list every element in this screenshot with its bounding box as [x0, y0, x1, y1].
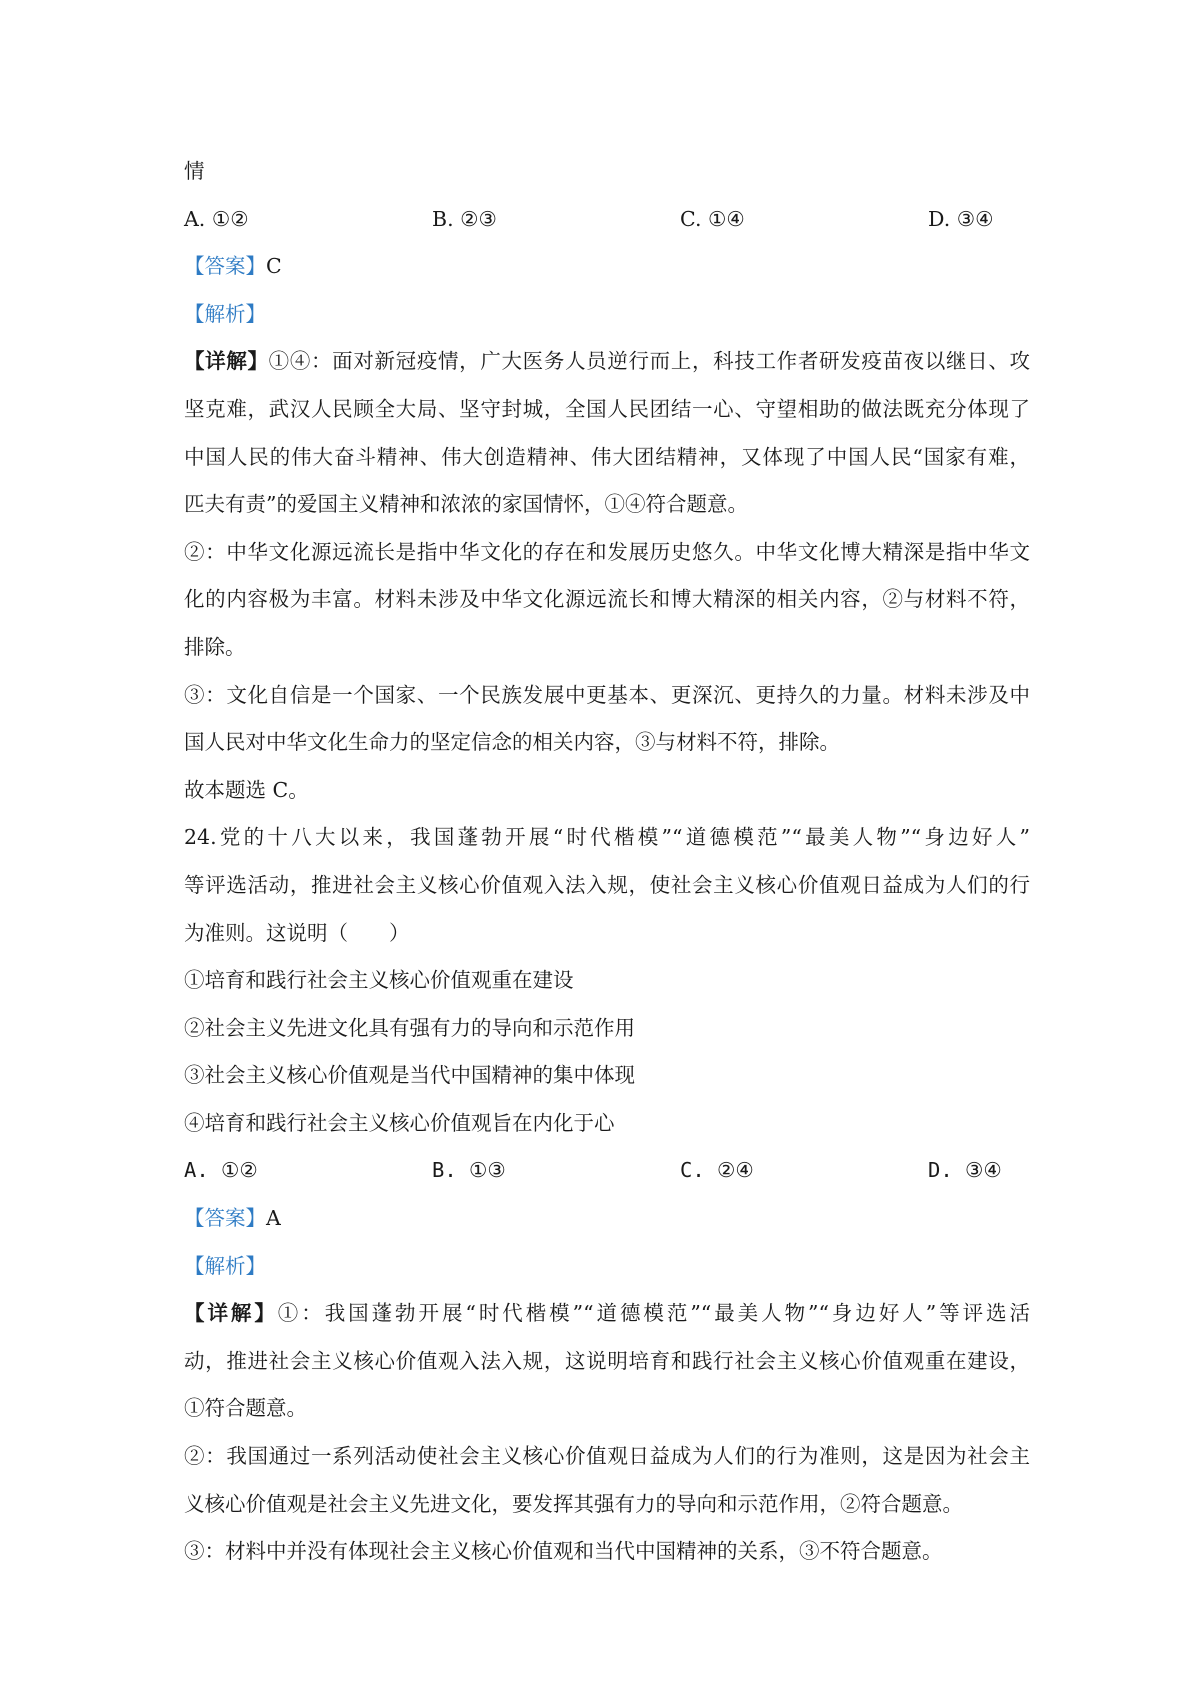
q24-option-c: C. ②④: [680, 1158, 754, 1183]
q24-detail-line-4: ②：我国通过一系列活动使社会主义核心价值观日益成为人们的行为准则，这是因为社会主: [184, 1444, 1030, 1469]
q24-number: 24.: [184, 825, 217, 850]
q23-detail-label: 【详解】: [184, 349, 269, 374]
q23-option-b: B. ②③: [432, 206, 497, 231]
q24-statement-3: ③社会主义核心价值观是当代中国精神的集中体现: [184, 1063, 635, 1088]
q23-options: [184, 196, 1030, 244]
q23-detail-line-6: 化的内容极为丰富。材料未涉及中华文化源远流长和博大精深的相关内容，②与材料不符，: [184, 587, 1030, 612]
q23-detail-line-3: 中国人民的伟大奋斗精神、伟大创造精神、伟大团结精神，又体现了中国人民“国家有难，: [184, 444, 1030, 469]
q23-option-c: C. ①④: [680, 206, 745, 231]
q24-detail-line-3: ①符合题意。: [184, 1396, 307, 1421]
q24-statement-2: ②社会主义先进文化具有强有力的导向和示范作用: [184, 1015, 635, 1040]
q24-detail-text-1: ①：我国蓬勃开展“时代楷模”“道德模范”“最美人物”“身边好人”等评选活: [277, 1301, 1030, 1326]
q23-detail-line-4: 匹夫有责”的爱国主义精神和浓浓的家国情怀，①④符合题意。: [184, 492, 748, 517]
q23-detail-line-9: 国人民对中华文化生命力的坚定信念的相关内容，③与材料不符，排除。: [184, 730, 840, 755]
q24-statement-4: ④培育和践行社会主义核心价值观旨在内化于心: [184, 1110, 615, 1135]
q24-answer-label: 【答案】: [184, 1206, 266, 1231]
q24-statement-1: ①培育和践行社会主义核心价值观重在建设: [184, 968, 574, 993]
q24-answer-value: A: [266, 1206, 281, 1231]
q24-stem-line-1: [184, 814, 1030, 862]
q24-detail-line-6: ③：材料中并没有体现社会主义核心价值观和当代中国精神的关系，③不符合题意。: [184, 1539, 943, 1564]
q23-detail-line-2: 坚克难，武汉人民顾全大局、坚守封城，全国人民团结一心、守望相助的做法既充分体现了: [184, 396, 1030, 421]
q24-options: [184, 1147, 1030, 1195]
q23-detail-line-7: 排除。: [184, 634, 246, 659]
q24-detail-label: 【详解】: [184, 1301, 278, 1326]
q23-detail-line-5: ②：中华文化源远流长是指中华文化的存在和发展历史悠久。中华文化博大精深是指中华文: [184, 539, 1030, 564]
q24-detail-line-2: 动，推进社会主义核心价值观入法入规，这说明培育和践行社会主义核心价值观重在建设，: [184, 1348, 1030, 1373]
q24-stem-text-1: 党的十八大以来，我国蓬勃开展“时代楷模”“道德模范”“最美人物”“身边好人”: [216, 825, 1030, 850]
q24-option-a: A. ①②: [184, 1158, 258, 1183]
q23-stem-continuation: 情: [184, 159, 205, 183]
q24-detail-line-1: [184, 1290, 1030, 1338]
q24-stem-line-3: 为准则。这说明（ ）: [184, 920, 410, 945]
q23-answer-value: C: [266, 254, 282, 279]
q24-stem-line-2: 等评选活动，推进社会主义核心价值观入法入规，使社会主义核心价值观日益成为人们的行: [184, 872, 1030, 897]
q23-option-d: D. ③④: [928, 206, 994, 231]
q23-answer: [184, 243, 1030, 291]
q24-answer: [184, 1195, 1030, 1243]
q24-detail-line-5: 义核心价值观是社会主义先进文化，要发挥其强有力的导向和示范作用，②符合题意。: [184, 1491, 963, 1516]
q23-conclusion: 故本题选 C。: [184, 777, 309, 802]
q23-analysis-label: 【解析】: [184, 301, 266, 326]
q24-option-d: D. ③④: [928, 1158, 1002, 1183]
q23-answer-label: 【答案】: [184, 254, 266, 279]
q23-detail-text-1: ①④：面对新冠疫情，广大医务人员逆行而上，科技工作者研发疫苗夜以继日、攻: [268, 349, 1031, 374]
q23-option-a: A. ①②: [184, 206, 249, 231]
q24-analysis-label: 【解析】: [184, 1253, 266, 1278]
page-content: [184, 148, 1030, 1576]
q23-detail-line-8: ③：文化自信是一个国家、一个民族发展中更基本、更深沉、更持久的力量。材料未涉及中: [184, 682, 1030, 707]
q23-detail-line-1: [184, 338, 1030, 386]
q24-option-b: B. ①③: [432, 1158, 506, 1183]
